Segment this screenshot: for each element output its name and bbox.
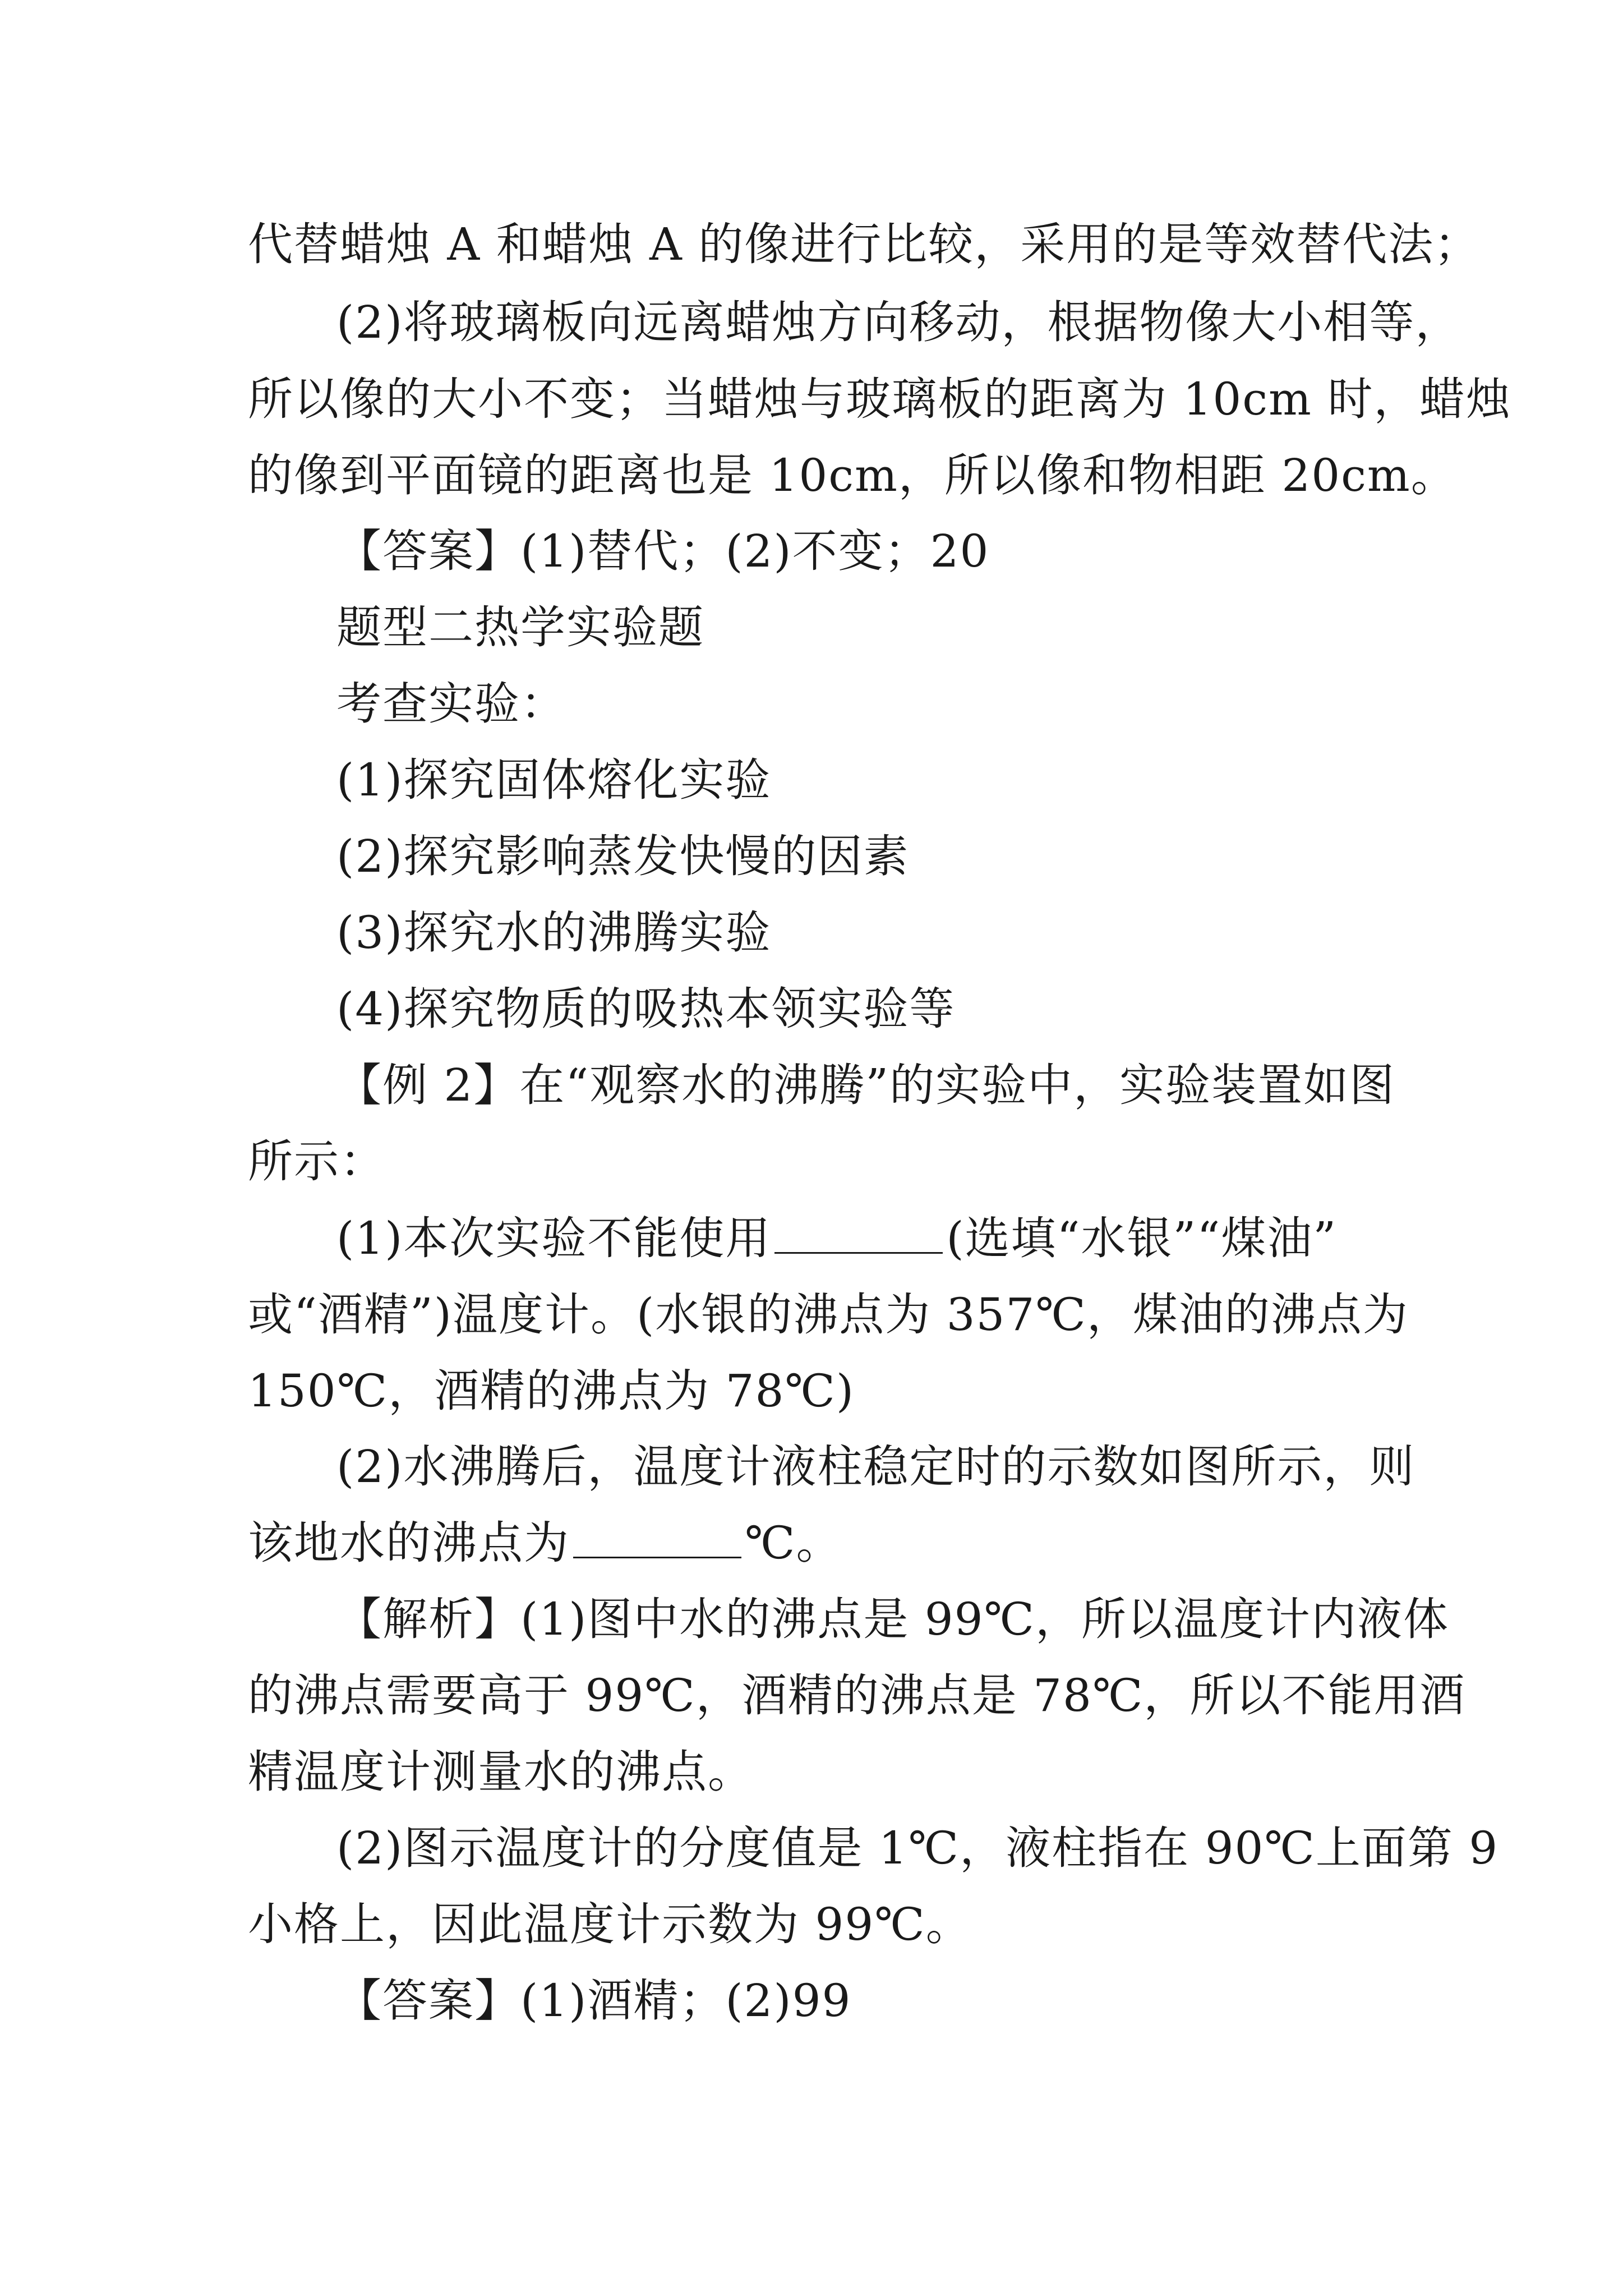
text-line bbox=[248, 1898, 1426, 1952]
text-span: (2)图示温度计的分度值是 1℃，液柱指在 90℃上面第 9 bbox=[336, 1822, 1499, 1874]
text-span: 【例 2】在“观察水的沸腾”的实验中，实验装置如图 bbox=[336, 1059, 1396, 1111]
text-span: 的像到平面镜的距离也是 10cm，所以像和物相距 20cm。 bbox=[248, 449, 1457, 501]
text-span: 或“酒精”)温度计。(水银的沸点为 357℃，煤油的沸点为 bbox=[248, 1289, 1409, 1341]
text-line bbox=[336, 677, 1514, 731]
text-line bbox=[248, 1364, 1426, 1418]
text-span: (1)本次实验不能使用 bbox=[336, 1212, 772, 1264]
answer-line bbox=[336, 1974, 1514, 2028]
text-line bbox=[248, 449, 1457, 503]
text-span: 的沸点需要高于 99℃，酒精的沸点是 78℃，所以不能用酒 bbox=[248, 1669, 1466, 1722]
text-span: 150℃，酒精的沸点为 78℃) bbox=[248, 1365, 855, 1417]
text-span: 所示： bbox=[248, 1135, 386, 1188]
answer-blank bbox=[573, 1517, 741, 1558]
text-line bbox=[248, 372, 1512, 426]
text-span: 【答案】(1)酒精；(2)99 bbox=[336, 1975, 852, 2027]
text-line bbox=[248, 1745, 1426, 1799]
list-item bbox=[336, 830, 1514, 884]
text-span: ℃。 bbox=[745, 1517, 842, 1569]
text-line bbox=[248, 1669, 1466, 1723]
analysis-line bbox=[336, 1593, 1514, 1646]
text-span: (1)探究固体熔化实验 bbox=[336, 754, 772, 806]
section-heading bbox=[336, 601, 1514, 655]
list-item bbox=[336, 906, 1514, 960]
text-line bbox=[248, 1288, 1426, 1342]
list-item bbox=[336, 753, 1514, 807]
text-span: 精温度计测量水的沸点。 bbox=[248, 1746, 754, 1798]
text-span: (2)水沸腾后，温度计液柱稳定时的示数如图所示，则 bbox=[336, 1441, 1415, 1493]
text-span: 【解析】(1)图中水的沸点是 99℃，所以温度计内液体 bbox=[336, 1593, 1450, 1645]
question-line bbox=[336, 1212, 1514, 1266]
answer-blank bbox=[774, 1213, 943, 1254]
text-span: 小格上，因此温度计示数为 99℃。 bbox=[248, 1898, 972, 1950]
text-line bbox=[336, 296, 1514, 349]
answer-line bbox=[336, 524, 1514, 578]
text-span: (2)将玻璃板向远离蜡烛方向移动，根据物像大小相等， bbox=[336, 296, 1461, 348]
text-span: (选填“水银”“煤油” bbox=[946, 1212, 1338, 1264]
text-span: 考查实验： bbox=[336, 678, 566, 730]
text-span: 所以像的大小不变；当蜡烛与玻璃板的距离为 10cm 时，蜡烛 bbox=[248, 373, 1512, 425]
list-item bbox=[336, 982, 1514, 1036]
text-span: (4)探究物质的吸热本领实验等 bbox=[336, 983, 956, 1035]
text-span: 题型二热学实验题 bbox=[336, 601, 704, 654]
text-line bbox=[248, 218, 1481, 272]
text-span: 该地水的沸点为 bbox=[248, 1517, 570, 1569]
text-span: 【答案】(1)替代；(2)不变；20 bbox=[336, 525, 990, 577]
question-line bbox=[248, 1516, 1426, 1570]
example-line bbox=[336, 1059, 1514, 1112]
question-line bbox=[336, 1440, 1514, 1494]
text-span: (2)探究影响蒸发快慢的因素 bbox=[336, 830, 910, 882]
text-span: (3)探究水的沸腾实验 bbox=[336, 907, 772, 959]
text-line bbox=[248, 1135, 1426, 1189]
text-span: 代替蜡烛 A 和蜡烛 A 的像进行比较，采用的是等效替代法； bbox=[248, 218, 1481, 270]
text-line bbox=[336, 1821, 1514, 1875]
